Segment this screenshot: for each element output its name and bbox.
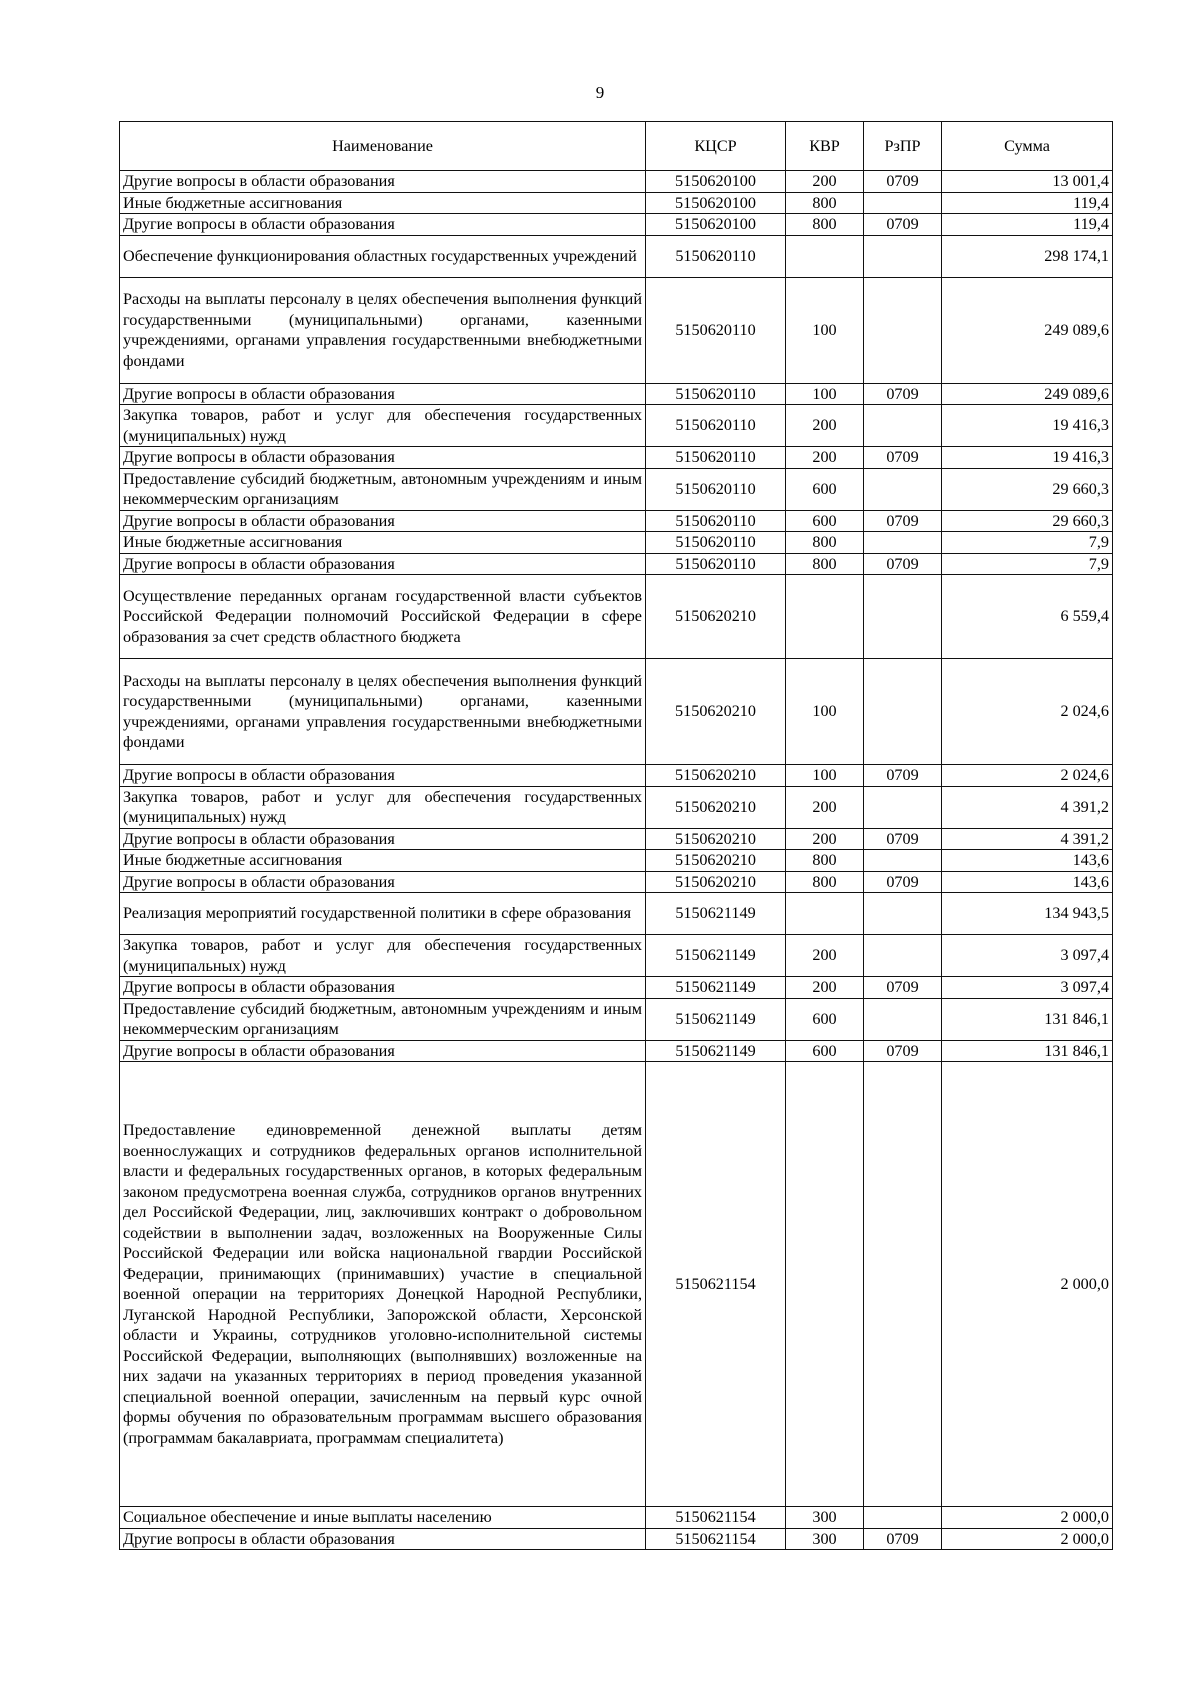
cell-rzpr: [864, 786, 942, 828]
table-row: [120, 977, 1113, 999]
table-row: [120, 1528, 1113, 1550]
table-row: [120, 850, 1113, 872]
page-number: 9: [595, 83, 605, 102]
cell-sum: 2 000,0: [942, 1062, 1113, 1507]
cell-sum: 3 097,4: [942, 935, 1113, 977]
cell-name: Закупка товаров, работ и услуг для обеспечения государственных (муниципальных) нужд: [120, 786, 646, 828]
cell-name: Реализация мероприятий государственной политики в сфере образования: [120, 893, 646, 935]
cell-name: Другие вопросы в области образования: [120, 871, 646, 893]
cell-name: Другие вопросы в области образования: [120, 171, 646, 193]
table-body: [120, 171, 1113, 1550]
cell-kcsr: 5150620110: [646, 405, 786, 447]
cell-name: Осуществление переданных органам государственной власти субъектов Российской Федерации полномочий Российской Федерации в сфере образования за счет средств областного бюджета: [120, 575, 646, 659]
cell-name: Предоставление единовременной денежной выплаты детям военнослужащих и сотрудников федеральных органов исполнительной власти и федеральных государственных органов, в которых федеральным законом предусмотрена военная служба, сотрудников органов внутренних дел Российской Федерации, лиц, заключивших контракт о добровольном содействии в выполнении задач, возложенных на Вооруженные Силы Российской Федерации или войска национальной гвардии Российской Федерации, принимающих (принимавших) участие в специальной военной операции на территориях Донецкой Народной Республики, Луганской Народной Республики, Запорожской области, Херсонской области и Украины, сотрудников уголовно-исполнительной системы Российской Федерации, выполняющих (выполнявших) возложенные на них задачи на указанных территориях в период проведения указанной специальной военной операции, зачисленным на первый курс очной формы обучения по образовательным программам высшего образования (программам бакалавриата, программам специалитета): [120, 1062, 646, 1507]
table-row: [120, 447, 1113, 469]
cell-kcsr: 5150620110: [646, 383, 786, 405]
cell-kvr: 200: [786, 447, 864, 469]
cell-name: Другие вопросы в области образования: [120, 977, 646, 999]
cell-rzpr: [864, 850, 942, 872]
cell-kcsr: 5150620210: [646, 765, 786, 787]
table-row: [120, 171, 1113, 193]
cell-kvr: [786, 893, 864, 935]
table-row: [120, 893, 1113, 935]
cell-kvr: 100: [786, 277, 864, 383]
cell-rzpr: [864, 277, 942, 383]
cell-rzpr: [864, 935, 942, 977]
header-name: Наименование: [120, 122, 646, 171]
cell-kvr: 800: [786, 553, 864, 575]
cell-kvr: [786, 575, 864, 659]
cell-sum: 134 943,5: [942, 893, 1113, 935]
table-row: [120, 765, 1113, 787]
cell-name: Социальное обеспечение и иные выплаты населению: [120, 1507, 646, 1529]
cell-sum: 2 000,0: [942, 1528, 1113, 1550]
cell-rzpr: 0709: [864, 214, 942, 236]
cell-kvr: 600: [786, 510, 864, 532]
cell-sum: 19 416,3: [942, 405, 1113, 447]
cell-kvr: 300: [786, 1507, 864, 1529]
cell-name: Другие вопросы в области образования: [120, 1040, 646, 1062]
table-row: [120, 659, 1113, 765]
cell-kvr: 600: [786, 1040, 864, 1062]
cell-kvr: 300: [786, 1528, 864, 1550]
table-row: [120, 1040, 1113, 1062]
cell-sum: 4 391,2: [942, 786, 1113, 828]
cell-kcsr: 5150621154: [646, 1062, 786, 1507]
cell-name: Закупка товаров, работ и услуг для обеспечения государственных (муниципальных) нужд: [120, 405, 646, 447]
table-row: [120, 214, 1113, 236]
cell-name: Другие вопросы в области образования: [120, 383, 646, 405]
cell-kcsr: 5150621154: [646, 1528, 786, 1550]
cell-kvr: 200: [786, 786, 864, 828]
cell-kvr: 600: [786, 998, 864, 1040]
cell-kcsr: 5150620110: [646, 447, 786, 469]
cell-sum: 119,4: [942, 192, 1113, 214]
cell-kcsr: 5150620100: [646, 214, 786, 236]
cell-rzpr: 0709: [864, 765, 942, 787]
table-header: [120, 122, 1113, 171]
cell-sum: 249 089,6: [942, 277, 1113, 383]
cell-sum: 19 416,3: [942, 447, 1113, 469]
cell-sum: 2 024,6: [942, 659, 1113, 765]
cell-rzpr: 0709: [864, 871, 942, 893]
cell-rzpr: 0709: [864, 977, 942, 999]
cell-kcsr: 5150620210: [646, 659, 786, 765]
cell-kvr: 100: [786, 659, 864, 765]
cell-kcsr: 5150620210: [646, 575, 786, 659]
cell-kcsr: 5150621149: [646, 935, 786, 977]
cell-sum: 298 174,1: [942, 235, 1113, 277]
cell-kcsr: 5150620210: [646, 828, 786, 850]
cell-name: Другие вопросы в области образования: [120, 765, 646, 787]
cell-rzpr: 0709: [864, 510, 942, 532]
table-row: [120, 786, 1113, 828]
cell-kcsr: 5150620110: [646, 277, 786, 383]
cell-rzpr: 0709: [864, 383, 942, 405]
cell-name: Расходы на выплаты персоналу в целях обеспечения выполнения функций государственными (муниципальными) органами, казенными учреждениями, органами управления государственными внебюджетными фондами: [120, 659, 646, 765]
cell-sum: 2 000,0: [942, 1507, 1113, 1529]
cell-sum: 249 089,6: [942, 383, 1113, 405]
cell-kvr: [786, 235, 864, 277]
table-row: [120, 235, 1113, 277]
cell-sum: 3 097,4: [942, 977, 1113, 999]
cell-sum: 29 660,3: [942, 468, 1113, 510]
cell-kvr: 200: [786, 977, 864, 999]
cell-name: Другие вопросы в области образования: [120, 553, 646, 575]
cell-name: Расходы на выплаты персоналу в целях обеспечения выполнения функций государственными (муниципальными) органами, казенными учреждениями, органами управления государственными внебюджетными фондами: [120, 277, 646, 383]
cell-sum: 7,9: [942, 553, 1113, 575]
cell-kcsr: 5150620110: [646, 553, 786, 575]
cell-kvr: 800: [786, 192, 864, 214]
cell-kcsr: 5150620110: [646, 510, 786, 532]
cell-name: Другие вопросы в области образования: [120, 828, 646, 850]
cell-name: Иные бюджетные ассигнования: [120, 850, 646, 872]
cell-kvr: 600: [786, 468, 864, 510]
header-sum: Сумма: [942, 122, 1113, 171]
cell-kcsr: 5150620210: [646, 786, 786, 828]
cell-rzpr: [864, 998, 942, 1040]
table-row: [120, 405, 1113, 447]
cell-sum: 131 846,1: [942, 998, 1113, 1040]
table-row: [120, 192, 1113, 214]
table-row: [120, 277, 1113, 383]
cell-kvr: [786, 1062, 864, 1507]
cell-kcsr: 5150620210: [646, 850, 786, 872]
cell-kcsr: 5150620100: [646, 192, 786, 214]
cell-rzpr: [864, 235, 942, 277]
cell-sum: 119,4: [942, 214, 1113, 236]
cell-kcsr: 5150621149: [646, 998, 786, 1040]
cell-name: Предоставление субсидий бюджетным, автономным учреждениям и иным некоммерческим организациям: [120, 468, 646, 510]
cell-sum: 143,6: [942, 871, 1113, 893]
cell-kvr: 200: [786, 935, 864, 977]
table-row: [120, 532, 1113, 554]
cell-kcsr: 5150620110: [646, 468, 786, 510]
cell-name: Другие вопросы в области образования: [120, 510, 646, 532]
cell-name: Другие вопросы в области образования: [120, 1528, 646, 1550]
table-row: [120, 871, 1113, 893]
cell-kvr: 200: [786, 171, 864, 193]
cell-sum: 6 559,4: [942, 575, 1113, 659]
cell-kvr: 100: [786, 765, 864, 787]
cell-sum: 2 024,6: [942, 765, 1113, 787]
cell-rzpr: 0709: [864, 828, 942, 850]
table-row: [120, 575, 1113, 659]
cell-name: Закупка товаров, работ и услуг для обеспечения государственных (муниципальных) нужд: [120, 935, 646, 977]
cell-rzpr: [864, 468, 942, 510]
cell-kcsr: 5150620110: [646, 532, 786, 554]
header-rzpr: РзПР: [864, 122, 942, 171]
cell-name: Иные бюджетные ассигнования: [120, 532, 646, 554]
budget-table: [119, 121, 1113, 1550]
table-row: [120, 1507, 1113, 1529]
header-kcsr: КЦСР: [646, 122, 786, 171]
cell-rzpr: 0709: [864, 1528, 942, 1550]
cell-name: Другие вопросы в области образования: [120, 214, 646, 236]
cell-rzpr: 0709: [864, 171, 942, 193]
cell-sum: 4 391,2: [942, 828, 1113, 850]
cell-rzpr: [864, 659, 942, 765]
cell-kcsr: 5150621154: [646, 1507, 786, 1529]
cell-kvr: 800: [786, 214, 864, 236]
table-row: [120, 828, 1113, 850]
cell-rzpr: [864, 1062, 942, 1507]
cell-sum: 29 660,3: [942, 510, 1113, 532]
cell-rzpr: [864, 405, 942, 447]
cell-kvr: 800: [786, 850, 864, 872]
cell-name: Обеспечение функционирования областных государственных учреждений: [120, 235, 646, 277]
cell-rzpr: [864, 893, 942, 935]
cell-rzpr: 0709: [864, 447, 942, 469]
cell-rzpr: [864, 575, 942, 659]
table-row: [120, 553, 1113, 575]
cell-name: Другие вопросы в области образования: [120, 447, 646, 469]
cell-kcsr: 5150620210: [646, 871, 786, 893]
table-row: [120, 1062, 1113, 1507]
table-row: [120, 998, 1113, 1040]
cell-kcsr: 5150621149: [646, 893, 786, 935]
cell-kvr: 100: [786, 383, 864, 405]
cell-rzpr: [864, 192, 942, 214]
cell-sum: 131 846,1: [942, 1040, 1113, 1062]
cell-rzpr: 0709: [864, 1040, 942, 1062]
cell-kcsr: 5150620100: [646, 171, 786, 193]
cell-kcsr: 5150621149: [646, 1040, 786, 1062]
table-row: [120, 468, 1113, 510]
cell-name: Иные бюджетные ассигнования: [120, 192, 646, 214]
cell-kvr: 200: [786, 405, 864, 447]
table-row: [120, 935, 1113, 977]
cell-rzpr: 0709: [864, 553, 942, 575]
cell-kcsr: 5150620110: [646, 235, 786, 277]
cell-rzpr: [864, 1507, 942, 1529]
table-row: [120, 383, 1113, 405]
cell-name: Предоставление субсидий бюджетным, автономным учреждениям и иным некоммерческим организациям: [120, 998, 646, 1040]
header-row: [120, 122, 1113, 171]
table-row: [120, 510, 1113, 532]
cell-kvr: 800: [786, 532, 864, 554]
cell-kcsr: 5150621149: [646, 977, 786, 999]
header-kvr: КВР: [786, 122, 864, 171]
cell-rzpr: [864, 532, 942, 554]
cell-kvr: 800: [786, 871, 864, 893]
cell-sum: 143,6: [942, 850, 1113, 872]
cell-sum: 13 001,4: [942, 171, 1113, 193]
cell-kvr: 200: [786, 828, 864, 850]
cell-sum: 7,9: [942, 532, 1113, 554]
